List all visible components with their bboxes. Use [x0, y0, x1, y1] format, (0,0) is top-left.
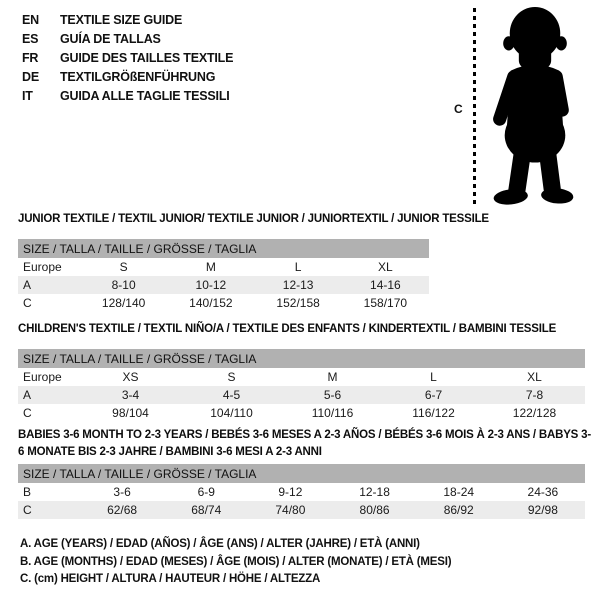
row-label: C — [18, 501, 80, 519]
guide-title: GUÍA DE TALLAS — [60, 31, 161, 46]
cell-value: 104/110 — [210, 406, 253, 420]
legend-age-years: A. AGE (YEARS) / EDAD (AÑOS) / ÂGE (ANS) / ALTER (JAHRE) / ETÀ (ANNI) — [20, 538, 420, 550]
row-label: C — [23, 296, 32, 310]
language-code: FR — [22, 50, 39, 65]
cell-value: 6-9 — [197, 485, 215, 499]
cell-value: 158/170 — [363, 296, 408, 310]
table-row — [18, 276, 429, 294]
language-code: IT — [22, 88, 33, 103]
row-label: C — [23, 406, 32, 420]
guide-title: TEXTILE SIZE GUIDE — [60, 12, 183, 27]
table-row — [18, 258, 429, 276]
row-label: Europe — [23, 260, 62, 274]
table-row — [18, 368, 585, 386]
cell-value: 92/98 — [501, 501, 585, 519]
cell-value: 80/86 — [332, 501, 416, 519]
cell-value: XS — [122, 370, 139, 384]
language-code: DE — [22, 69, 39, 84]
cell-value: 18-24 — [443, 485, 475, 499]
cell-value: 24-36 — [527, 485, 559, 499]
row-label: B — [23, 485, 32, 499]
language-line-de — [22, 67, 233, 86]
cell-value: 3-6 — [113, 485, 131, 499]
cell-value: S — [119, 260, 128, 274]
row-label: Europe — [23, 370, 62, 384]
language-line-es — [22, 29, 233, 48]
cell-value: 122/128 — [512, 406, 557, 420]
table-row — [18, 483, 585, 501]
cell-value: 12-13 — [255, 276, 342, 294]
cell-value: M — [327, 370, 338, 384]
table-row — [18, 501, 585, 519]
guide-title: GUIDA ALLE TAGLIE TESSILI — [60, 88, 230, 103]
babies-size-table — [18, 464, 585, 519]
language-title-list — [22, 10, 233, 105]
row-label: A — [18, 386, 80, 404]
height-measure-label: C — [454, 102, 463, 116]
cell-value: 152/158 — [276, 296, 320, 310]
size-table-header: SIZE / TALLA / TAILLE / GRÖSSE / TAGLIA — [18, 239, 429, 258]
language-code: ES — [22, 31, 39, 46]
cell-value: 7-8 — [484, 386, 585, 404]
cell-value: 74/80 — [248, 501, 332, 519]
junior-section-title: JUNIOR TEXTILE / TEXTIL JUNIOR/ TEXTILE JUNIOR / JUNIORTEXTIL / JUNIOR TESSILE — [18, 213, 489, 225]
height-figure — [440, 0, 600, 212]
cell-value: 14-16 — [342, 276, 429, 294]
table-row — [18, 404, 585, 422]
language-line-en — [22, 10, 233, 29]
guide-title: TEXTILGRÖßENFÜHRUNG — [60, 69, 216, 84]
language-line-it — [22, 86, 233, 105]
junior-size-table — [18, 239, 429, 312]
cell-value: 12-18 — [359, 485, 390, 499]
children-section-title: CHILDREN'S TEXTILE / TEXTIL NIÑO/A / TEXTILE DES ENFANTS / KINDERTEXTIL / BAMBINI TESSILE — [18, 323, 557, 335]
cell-value: 9-12 — [278, 485, 303, 499]
cell-value: 68/74 — [164, 501, 248, 519]
guide-title: GUIDE DES TAILLES TEXTILE — [60, 50, 234, 65]
measure-legend — [20, 536, 451, 589]
row-label: A — [18, 276, 80, 294]
cell-value: 3-4 — [80, 386, 181, 404]
legend-height-cm: C. (cm) HEIGHT / ALTURA / HAUTEUR / HÖHE / ALTEZZA — [20, 573, 321, 585]
size-table-header: SIZE / TALLA / TAILLE / GRÖSSE / TAGLIA — [18, 464, 585, 483]
cell-value: 8-10 — [80, 276, 167, 294]
cell-value: 6-7 — [383, 386, 484, 404]
table-row — [18, 294, 429, 312]
cell-value: XL — [527, 370, 542, 384]
cell-value: L — [430, 370, 437, 384]
cell-value: S — [227, 370, 236, 384]
cell-value: M — [205, 260, 216, 274]
cell-value: 128/140 — [101, 296, 146, 310]
cell-value: 110/116 — [311, 406, 354, 420]
language-line-fr — [22, 48, 233, 67]
cell-value: 62/68 — [80, 501, 164, 519]
size-table-header: SIZE / TALLA / TAILLE / GRÖSSE / TAGLIA — [18, 349, 585, 368]
cell-value: 116/122 — [412, 406, 455, 420]
cell-value: 10-12 — [167, 276, 254, 294]
legend-age-months: B. AGE (MONTHS) / EDAD (MESES) / ÂGE (MOIS) / ALTER (MONATE) / ETÀ (MESI) — [20, 555, 452, 568]
children-size-table — [18, 349, 585, 422]
cell-value: XL — [378, 260, 393, 274]
cell-value: 98/104 — [112, 406, 149, 420]
cell-value: 86/92 — [417, 501, 501, 519]
cell-value: L — [294, 260, 302, 274]
height-dashed-line — [473, 8, 476, 206]
cell-value: 5-6 — [282, 386, 383, 404]
cell-value: 140/152 — [189, 296, 233, 310]
language-code: EN — [22, 12, 39, 27]
babies-section-title: BABIES 3-6 MONTH TO 2-3 YEARS / BEBÉS 3-6 MESES A 2-3 AÑOS / BÉBÉS 3-6 MOIS À 2-3 ANS / BABYS 3-6 MONATE BIS 2-3 JAHRE / BAMBINI 3-6 MESI A 2-3 ANNI — [18, 429, 591, 458]
baby-silhouette-icon — [487, 6, 583, 208]
cell-value: 4-5 — [181, 386, 282, 404]
table-row — [18, 386, 585, 404]
